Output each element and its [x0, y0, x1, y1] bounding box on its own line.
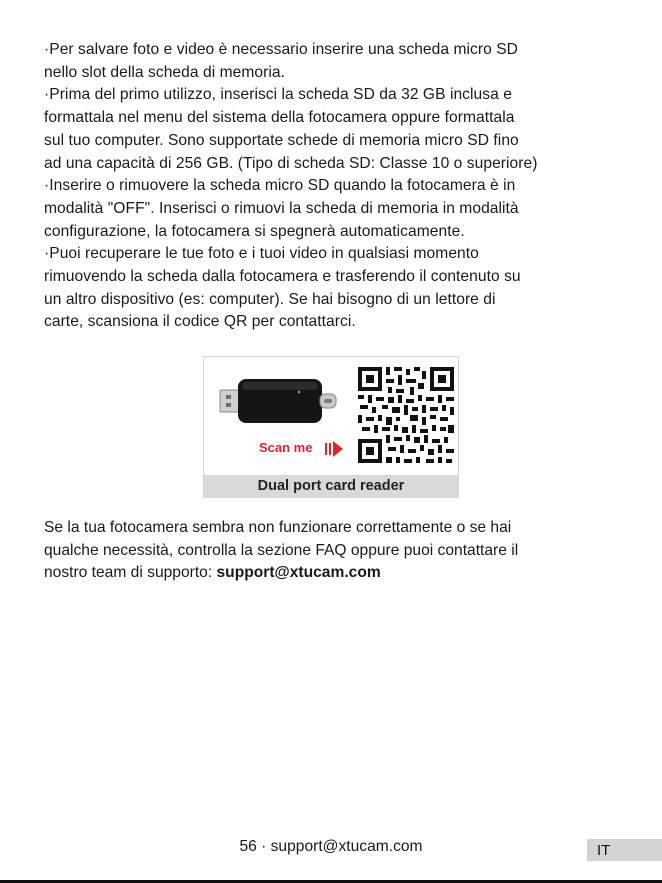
card-reader-figure — [203, 356, 459, 498]
figure-caption: Dual port card reader — [204, 475, 458, 497]
language-tab: IT — [587, 839, 662, 861]
support-email-link[interactable]: support@xtucam.com — [216, 564, 381, 582]
card-reader-illustration — [204, 357, 458, 475]
support-text: Se la tua fotocamera sembra non funzionare correttamente o se hai qualche necessità, controlla la sezione FAQ oppure puoi contattare il nostro team di supporto: — [44, 519, 519, 582]
arrow-right-icon — [325, 441, 343, 457]
page-footer: 56 · support@xtucam.com — [239, 838, 423, 855]
paragraph-insert-remove: ·Inserire o rimuovere la scheda micro SD quando la fotocamera è in modalità "OFF". Inserisci o rimuovi la scheda di memoria in modalità configurazione, la fotocamera si spegnerà automaticamente. — [44, 177, 519, 240]
support-paragraph — [44, 517, 624, 585]
paragraph-sd-card-required: ·Per salvare foto e video è necessario inserire una scheda micro SD nello slot della scheda di memoria. — [44, 41, 518, 81]
paragraph-recover-files: ·Puoi recuperare le tue foto e i tuoi video in qualsiasi momento rimuovendo la scheda dalla fotocamera e trasferendo il contenuto su un altro dispositivo (es: computer). Se hai bisogno di un lettore di carte, scansiona il codice QR per contattarci. — [44, 245, 521, 331]
qr-code-icon — [356, 365, 456, 465]
paragraph-first-use-format: ·Prima del primo utilizzo, inserisci la scheda SD da 32 GB inclusa e formattala nel menu del sistema della fotocamera oppure formattala sul tuo computer. Sono supportate schede di memoria micro SD fino ad una capacità di 256 GB. (Tipo di scheda SD: Classe 10 o superiore) — [44, 86, 538, 172]
scan-me-label: Scan me — [259, 440, 313, 455]
usb-a-plug — [220, 390, 240, 412]
instructions-body — [44, 39, 624, 334]
